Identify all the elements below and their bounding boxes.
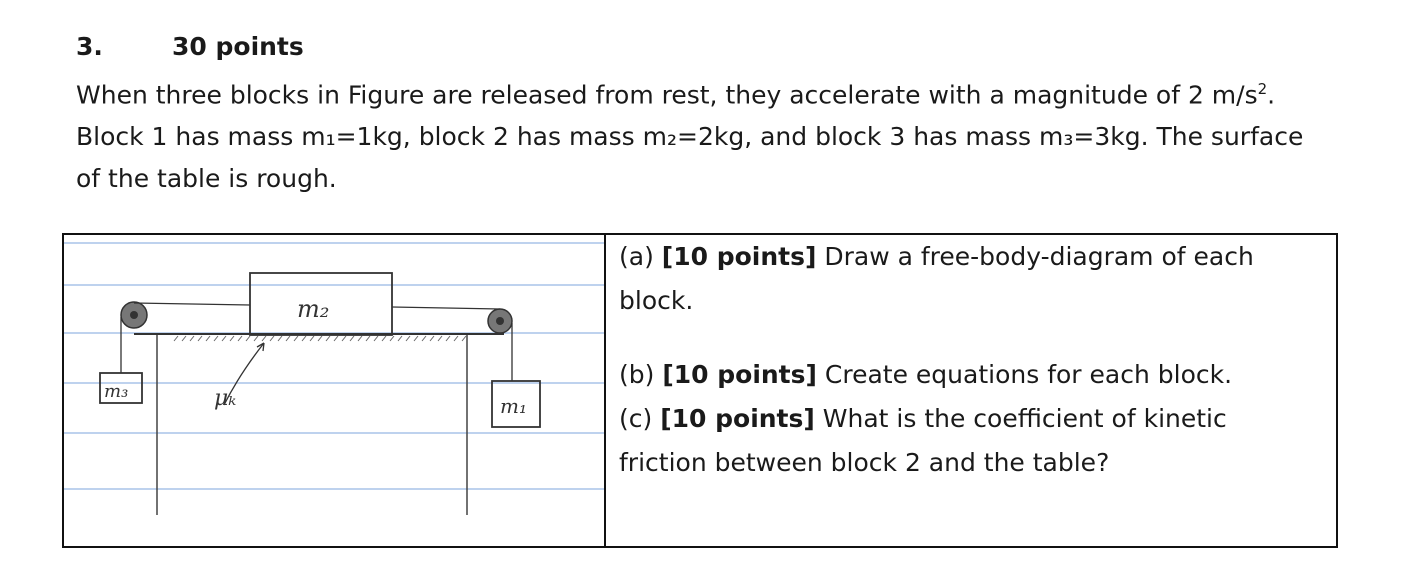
question-b	[619, 353, 1232, 397]
question-c-text: What is the coefficient of kinetic friction between block 2 and the table?	[619, 404, 1227, 477]
problem-points: 30 points	[172, 32, 304, 61]
intro-line-3: of the table is rough.	[76, 164, 337, 194]
intro-line-2: Block 1 has mass m₁=1kg, block 2 has mass m₂=2kg, and block 3 has mass m₃=3kg. The surface	[76, 122, 1304, 152]
question-c-prefix: (c)	[619, 404, 661, 433]
ruled-lines	[64, 243, 604, 489]
friction-coefficient-label: μₖ	[214, 386, 237, 411]
problem-number: 3.	[76, 32, 103, 61]
question-b-prefix: (b)	[619, 360, 663, 389]
block-3-label: m₃	[104, 381, 129, 402]
question-a-points: [10 points]	[661, 242, 817, 271]
rough-surface-hatch	[174, 336, 466, 341]
question-a	[619, 235, 1319, 323]
questions-cell	[619, 235, 1329, 546]
problem-table	[62, 233, 1338, 548]
string-right-horizontal	[392, 307, 500, 309]
intro-line-1	[76, 68, 1376, 116]
question-c	[619, 397, 1319, 485]
intro-line-1-end: .	[1267, 80, 1276, 110]
question-b-text: Create equations for each block.	[816, 360, 1233, 389]
figure-cell	[64, 235, 606, 546]
question-a-prefix: (a)	[619, 242, 662, 271]
question-a-text: Draw a free-body-diagram of each block.	[619, 242, 1254, 315]
question-c-points: [10 points]	[660, 404, 815, 433]
block-2-label: m₂	[297, 295, 330, 323]
intro-line-1-text: When three blocks in Figure are released from rest, they accelerate with a magnitude of 2 m/s	[76, 80, 1258, 110]
unit-exponent: 2	[1257, 80, 1268, 98]
string-left-horizontal	[134, 303, 250, 305]
pulley-figure	[64, 235, 604, 546]
block-1-label: m₁	[500, 394, 527, 418]
problem-header	[76, 30, 304, 64]
question-b-points: [10 points]	[662, 360, 817, 389]
problem-statement	[76, 68, 1376, 200]
pulley-left-axle	[130, 311, 138, 319]
pulley-right-axle	[496, 317, 504, 325]
